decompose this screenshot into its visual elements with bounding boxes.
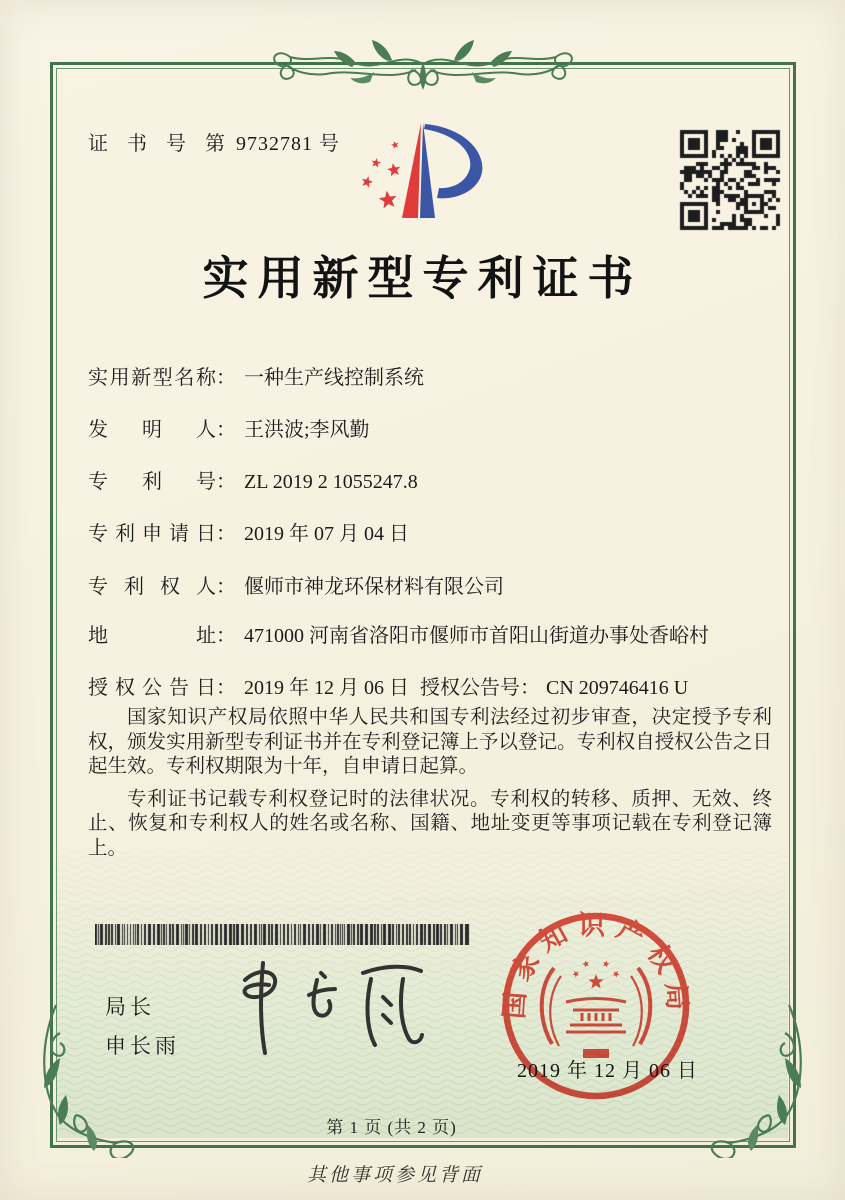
- certificate-number-suffix: 号: [319, 133, 339, 155]
- field-label: 专利申请日: [88, 523, 216, 545]
- barcode: [95, 924, 470, 945]
- field-value: ZL 2019 2 1055247.8: [244, 471, 418, 493]
- field-row-filing-date: 专利申请日： 2019 年 07 月 04 日: [88, 517, 778, 546]
- legal-body-text: [88, 706, 772, 869]
- body-paragraph-1: 国家知识产权局依照中华人民共和国专利法经过初步审查，决定授予专利权，颁发实用新型专利证书并在专利登记簿上予以登记。专利权自授权公告之日起生效。专利权期限为十年，自申请日起算。: [88, 707, 772, 777]
- field-row-inventors: 发明人： 王洪波;李风勤: [88, 413, 778, 442]
- field-label: 实用新型名称: [88, 367, 216, 389]
- logo-blue-wedge: [420, 123, 435, 218]
- svg-text:国家知识产权局: [499, 910, 693, 1019]
- field-row-patent-number: 专利号： ZL 2019 2 1055247.8: [88, 465, 778, 494]
- top-flourish-ornament: [258, 30, 588, 100]
- field-value: CN 209746416 U: [546, 677, 689, 699]
- field-row-address: 地址： 471000 河南省洛阳市偃师市首阳山街道办事处香峪村: [88, 619, 778, 648]
- field-value: 471000 河南省洛阳市偃师市首阳山街道办事处香峪村: [244, 625, 709, 647]
- seal-text: 国家知识产权局: [498, 910, 694, 1020]
- logo-p-bowl: [424, 124, 482, 198]
- back-note: 其他事项参见背面: [306, 1165, 483, 1186]
- director-signature: [225, 945, 455, 1070]
- field-value: 2019 年 12 月 06 日: [244, 677, 409, 699]
- national-emblem-icon: [542, 961, 651, 1058]
- grant-publication-number: 授权公告号： CN 209746416 U: [420, 677, 689, 699]
- logo-red-wedge: [402, 123, 421, 218]
- field-value: 王洪波;李风勤: [244, 419, 370, 441]
- field-value: 一种生产线控制系统: [244, 367, 424, 389]
- field-label: 地址: [88, 625, 216, 647]
- field-label: 授权公告号: [420, 677, 520, 699]
- field-value: 2019 年 07 月 04 日: [244, 523, 409, 545]
- cnipa-logo-icon: [338, 116, 523, 238]
- field-row-utility-model-name: 实用新型名称： 一种生产线控制系统: [88, 361, 778, 390]
- certificate-title: 实用新型专利证书: [202, 253, 643, 304]
- field-label: 授权公告日: [88, 677, 216, 699]
- qr-code: [677, 127, 783, 233]
- certificate-number: [88, 127, 339, 156]
- field-row-grant-date: 授权公告日： 2019 年 12 月 06 日 授权公告号： CN 209746416 U: [88, 671, 778, 700]
- officer-title: 局长: [105, 995, 155, 1019]
- field-value: 偃师市神龙环保材料有限公司: [244, 576, 504, 598]
- body-paragraph-2: 专利证书记载专利权登记时的法律状况。专利权的转移、质押、无效、终止、恢复和专利权人的姓名或名称、国籍、地址变更等事项记载在专利登记簿上。: [88, 788, 772, 859]
- page-number: 第 1 页 (共 2 页): [326, 1118, 457, 1137]
- seal-date: 2019 年 12 月 06 日: [517, 1060, 698, 1082]
- certificate-number-prefix: 证 书 号 第: [88, 133, 232, 155]
- certificate-number-value: 9732781: [236, 133, 313, 155]
- field-row-patentee: 专利权人： 偃师市神龙环保材料有限公司: [88, 570, 778, 599]
- field-label: 专利号: [88, 471, 216, 493]
- field-label: 专利权人: [88, 576, 216, 598]
- field-label: 发明人: [88, 419, 216, 441]
- officer-name: 申长雨: [105, 1034, 180, 1058]
